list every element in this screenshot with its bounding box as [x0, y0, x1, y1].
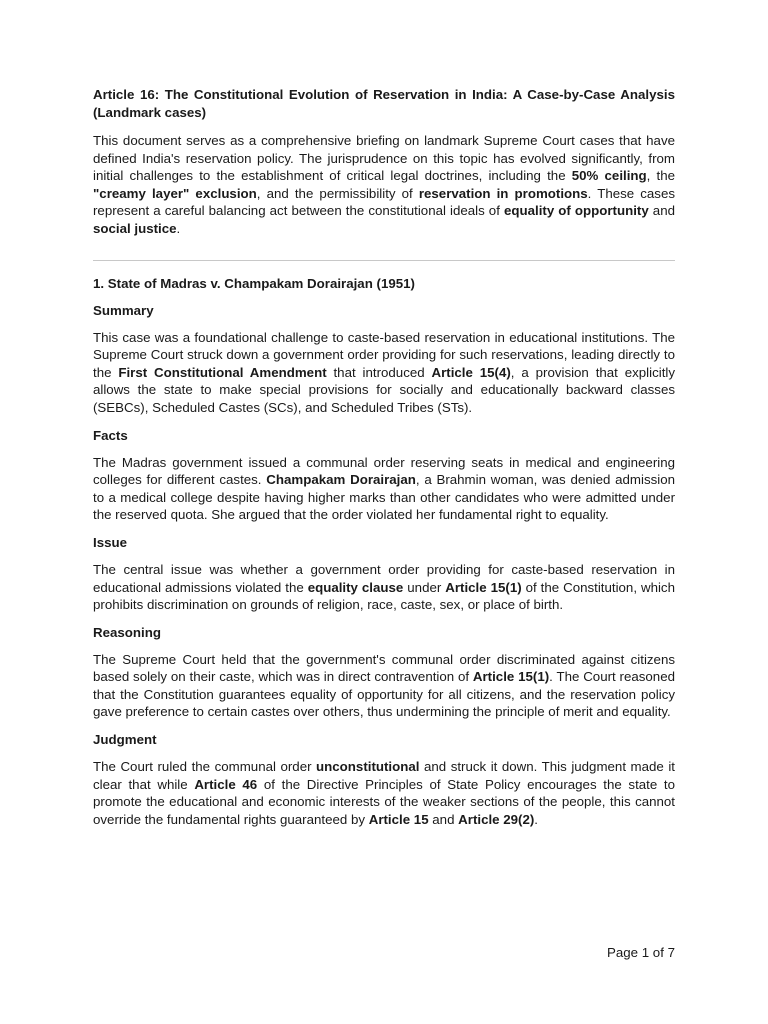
- issue-heading: Issue: [93, 534, 128, 550]
- document-title: Article 16: The Constitutional Evolution of Reservation in India: A Case-by-Case Analysis (Landmark cases): [93, 87, 675, 120]
- intro-paragraph: [93, 132, 675, 238]
- summary-heading: Summary: [93, 302, 154, 318]
- text-run: of the Constitution, which prohibits discrimination on grounds of religion, race, caste, sex, or place of birth.: [93, 579, 675, 613]
- text-run: The central issue was whether a government order providing for caste-based reservation in educational admissions violated the: [93, 561, 675, 595]
- bold-text-run: First Constitutional Amendment: [118, 364, 327, 380]
- text-run: The Court ruled the communal order: [93, 759, 317, 775]
- judgment-paragraph: [93, 758, 675, 828]
- facts-paragraph: [93, 454, 675, 524]
- text-run: , a Brahmin woman, was denied admission to a medical college despite having higher marks than other candidates who were admitted under the reserved quota. She argued that the order violated her fundamental right to equality.: [93, 472, 676, 523]
- text-run: and: [648, 203, 675, 219]
- bold-text-run: Article 15(1): [472, 669, 550, 685]
- bold-text-run: Article 15: [368, 811, 429, 827]
- reasoning-paragraph: [93, 651, 675, 721]
- text-run: and: [428, 811, 459, 827]
- bold-text-run: Article 46: [194, 776, 258, 792]
- text-run: . These cases represent a careful balancing act between the constitutional ideals of: [93, 185, 675, 219]
- text-run: This document serves as a comprehensive briefing on landmark Supreme Court cases that have defined India's reservation policy. The jurisprudence on this topic has evolved significantly, from initial challenges to the establishment of critical legal doctrines, including the: [93, 133, 675, 184]
- bold-text-run: Article 15(1): [445, 579, 522, 595]
- text-run: .: [534, 811, 538, 827]
- text-run: of the Directive Principles of State Policy encourages the state to promote the educational and economic interests of the weaker sections of the people, this cannot override the fundamental rights guaranteed by: [93, 776, 676, 827]
- text-run: . The Court reasoned that the Constitution guarantees equality of opportunity for all citizens, and the reservation policy gave preference to certain castes over others, thus undermining the principle of merit and equality.: [93, 669, 675, 720]
- bold-text-run: Article 29(2): [458, 811, 535, 827]
- bold-text-run: reservation in promotions: [418, 185, 588, 201]
- text-run: under: [403, 579, 446, 595]
- text-run: The Supreme Court held that the government's communal order discriminated against citizens based solely on their caste, which was in direct contravention of: [93, 651, 675, 685]
- text-run: , the: [646, 168, 676, 184]
- facts-heading: Facts: [93, 427, 128, 443]
- issue-paragraph: [93, 561, 675, 614]
- bold-text-run: Champakam Dorairajan: [266, 472, 416, 488]
- case-title: 1. State of Madras v. Champakam Dorairajan (1951): [93, 275, 415, 291]
- bold-text-run: social justice: [93, 220, 177, 236]
- text-run: .: [176, 220, 181, 236]
- bold-text-run: 50% ceiling: [571, 168, 647, 184]
- bold-text-run: equality clause: [307, 579, 404, 595]
- section-divider: [93, 260, 675, 261]
- text-run: , a provision that explicitly allows the state to make special provisions for socially and educationally backward classes (SEBCs), Scheduled Castes (SCs), and Scheduled Tribes (STs).: [93, 364, 675, 415]
- summary-paragraph: [93, 329, 675, 417]
- text-run: and struck it down. This judgment made it clear that while: [93, 759, 675, 792]
- bold-text-run: "creamy layer" exclusion: [93, 185, 257, 201]
- reasoning-heading: Reasoning: [93, 624, 161, 640]
- text-run: This case was a foundational challenge to caste-based reservation in educational institutions. The Supreme Court struck down a government order providing for such reservations, leading directly to the: [93, 329, 675, 380]
- bold-text-run: unconstitutional: [316, 759, 420, 775]
- text-run: that introduced: [326, 364, 432, 380]
- text-run: , and the permissibility of: [256, 185, 419, 201]
- page-number: Page 1 of 7: [606, 945, 675, 960]
- bold-text-run: equality of opportunity: [503, 203, 649, 219]
- bold-text-run: Article 15(4): [431, 364, 511, 380]
- text-run: The Madras government issued a communal order reserving seats in medical and engineering colleges for different castes.: [93, 454, 675, 488]
- judgment-heading: Judgment: [93, 732, 157, 748]
